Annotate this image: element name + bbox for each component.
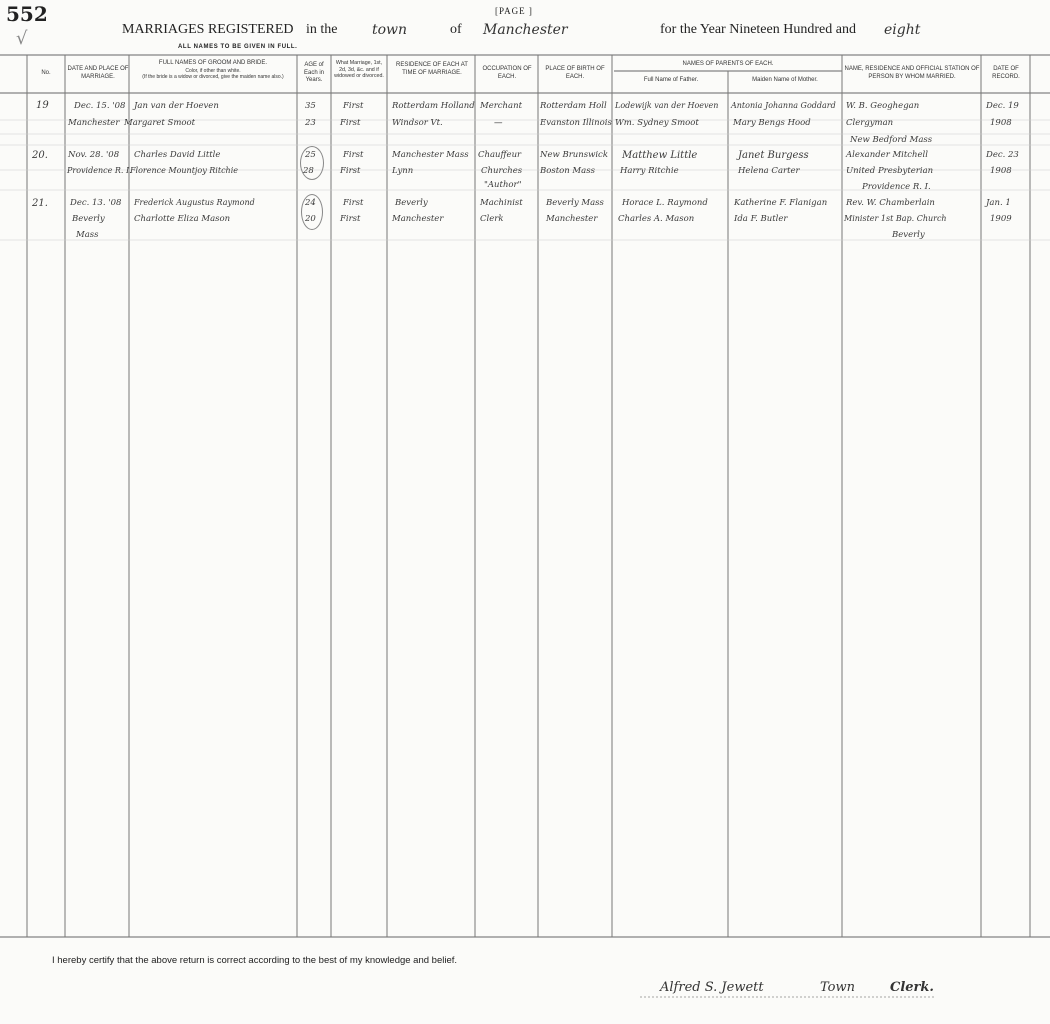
entry-occ-bride: Clerk <box>480 214 504 224</box>
entry-birth-groom: Beverly Mass <box>546 198 604 208</box>
entry-res-bride: Windsor Vt. <box>392 118 443 128</box>
entry-occ-groom: Chauffeur <box>478 150 522 160</box>
entry-place: Beverly <box>72 214 105 224</box>
entry-official-residence: Beverly <box>892 230 925 240</box>
title-prefix: MARRIAGES REGISTERED <box>122 22 294 37</box>
signature-type: Town <box>820 980 855 995</box>
entry-birth-bride: Boston Mass <box>540 166 595 176</box>
entry-official-name: W. B. Geoghegan <box>846 101 920 111</box>
entry-groom: Frederick Augustus Raymond <box>134 198 255 207</box>
entry-place: Manchester <box>68 118 120 128</box>
entry-father-groom: Lodewijk van der Hoeven <box>615 101 719 110</box>
entry-official-name: Rev. W. Chamberlain <box>846 198 935 208</box>
entry-mother-bride: Helena Carter <box>738 166 800 176</box>
entry-age-bride: 28 <box>303 166 314 176</box>
entry-record-date: Dec. 23 <box>986 150 1019 160</box>
entry-father-groom: Matthew Little <box>622 150 698 161</box>
entry-res-groom: Beverly <box>395 198 428 208</box>
entry-age-groom: 24 <box>305 198 316 208</box>
header-residence: RESIDENCE OF EACH AT TIME OF MARRIAGE. <box>396 62 468 76</box>
entry-mother-bride: Ida F. Butler <box>734 214 788 224</box>
entry-father-bride: Harry Ritchie <box>620 166 679 176</box>
header-parents: NAMES OF PARENTS OF EACH. <box>682 61 774 67</box>
title-year-prefix: for the Year Nineteen Hundred and <box>660 22 856 37</box>
entry-birth-groom: New Brunswick <box>540 150 608 160</box>
entry-bride: Charlotte Eliza Mason <box>134 214 231 224</box>
entry-marriage-groom: First <box>343 198 364 208</box>
entry-record-date: Dec. 19 <box>986 101 1019 111</box>
entry-no: 20. <box>32 150 48 161</box>
entry-marriage-bride: First <box>340 118 361 128</box>
entry-official-station: Minister 1st Bap. Church <box>844 214 947 223</box>
entry-official-residence: Providence R. I. <box>862 182 931 192</box>
entry-marriage-bride: First <box>340 214 361 224</box>
header-names-note1: Color, if other than white. <box>185 67 241 74</box>
page-number: 552 <box>6 2 48 26</box>
header-occupation: OCCUPATION OF EACH. <box>482 66 532 80</box>
entry-occ-groom: Merchant <box>480 101 522 111</box>
header-no: No. <box>41 70 51 76</box>
entry-groom: Jan van der Hoeven <box>134 101 219 111</box>
title-municipality-type: town <box>372 22 408 38</box>
entry-father-groom: Horace L. Raymond <box>622 198 708 208</box>
entry-res-bride: Manchester <box>392 214 444 224</box>
title-municipality: Manchester <box>483 22 568 38</box>
entry-age-groom: 35 <box>305 101 316 111</box>
entry-official-station: United Presbyterian <box>846 166 934 176</box>
signature-line <box>640 995 940 999</box>
entry-no: 21. <box>32 198 48 209</box>
header-date: DATE AND PLACE OF MARRIAGE. <box>67 66 129 80</box>
title-of: of <box>450 22 462 37</box>
header-birthplace: PLACE OF BIRTH OF EACH. <box>545 66 605 80</box>
entry-official-name: Alexander Mitchell <box>846 150 928 160</box>
entry-occ-bride-note: "Author" <box>484 180 522 190</box>
header-age: AGE of Each in Years. <box>303 62 324 83</box>
entry-mother-bride: Mary Bengs Hood <box>733 118 811 128</box>
header-names-note2: (If the bride is a widow or divorced, give the maiden name also.) <box>142 73 284 80</box>
all-names-note: ALL NAMES TO BE GIVEN IN FULL. <box>178 44 298 50</box>
entry-occ-groom: Machinist <box>480 198 523 208</box>
entry-record-year: 1909 <box>990 214 1012 224</box>
title-in-the: in the <box>306 22 338 37</box>
entry-res-groom: Manchester Mass <box>392 150 469 160</box>
title-year-suffix: eight <box>884 22 921 38</box>
entry-mother-groom: Janet Burgess <box>738 150 809 161</box>
entry-occ-bride: Churches <box>481 166 523 176</box>
entry-birth-bride: Manchester <box>546 214 598 224</box>
entry-birth-bride: Evanston Illinois <box>540 118 612 128</box>
signature-title: Clerk. <box>890 980 934 995</box>
entry-father-bride: Charles A. Mason <box>618 214 695 224</box>
header-father: Full Name of Father. <box>643 77 699 83</box>
entry-record-year: 1908 <box>990 166 1012 176</box>
entry-age-bride: 23 <box>305 118 316 128</box>
entry-record-date: Jan. 1 <box>986 198 1011 208</box>
entry-res-bride: Lynn <box>392 166 414 176</box>
entry-official-residence: New Bedford Mass <box>850 135 933 145</box>
signature-name: Alfred S. Jewett <box>660 980 764 995</box>
certification-text: I hereby certify that the above return is correct according to the best of my knowledge and belief. <box>52 955 458 966</box>
entry-date: Dec. 15. '08 <box>74 101 126 111</box>
entry-age-bride: 20 <box>305 214 316 224</box>
entry-birth-groom: Rotterdam Holl <box>540 101 607 111</box>
entry-bride: Florence Mountjoy Ritchie <box>130 166 239 175</box>
entry-marriage-bride: First <box>340 166 361 176</box>
entry-age-groom: 25 <box>305 150 316 160</box>
entry-official-station: Clergyman <box>846 118 894 128</box>
header-what-marriage: What Marriage, 1st, 2d, 3d, &c. and if widowed or divorced. <box>334 60 384 80</box>
entry-groom: Charles David Little <box>134 150 221 160</box>
entry-bride: Margaret Smoot <box>124 118 196 128</box>
entry-date: Dec. 13. '08 <box>70 198 122 208</box>
header-names <box>131 60 295 80</box>
header-official: NAME, RESIDENCE AND OFFICIAL STATION OF PERSON BY WHOM MARRIED. <box>844 66 980 80</box>
entry-father-bride: Wm. Sydney Smoot <box>615 118 699 128</box>
entry-date: Nov. 28. '08 <box>68 150 120 160</box>
entry-mother-groom: Antonia Johanna Goddard <box>731 101 836 110</box>
entry-marriage-groom: First <box>343 150 364 160</box>
entry-res-groom: Rotterdam Holland <box>392 101 475 111</box>
header-names-title: FULL NAMES OF GROOM AND BRIDE. <box>158 60 268 66</box>
header-mother: Maiden Name of Mother. <box>752 77 818 83</box>
page-label: [PAGE ] <box>495 6 533 16</box>
header-record: DATE OF RECORD. <box>992 66 1020 80</box>
entry-mother-groom: Katherine F. Flanigan <box>734 198 828 208</box>
entry-place-state: Mass <box>76 230 99 240</box>
entry-record-year: 1908 <box>990 118 1012 128</box>
entry-occ-bride: — <box>494 118 503 128</box>
entry-marriage-groom: First <box>343 101 364 111</box>
entry-no: 19 <box>36 100 49 111</box>
entry-place: Providence R. I. <box>67 166 132 175</box>
check-mark: √ <box>16 28 28 49</box>
